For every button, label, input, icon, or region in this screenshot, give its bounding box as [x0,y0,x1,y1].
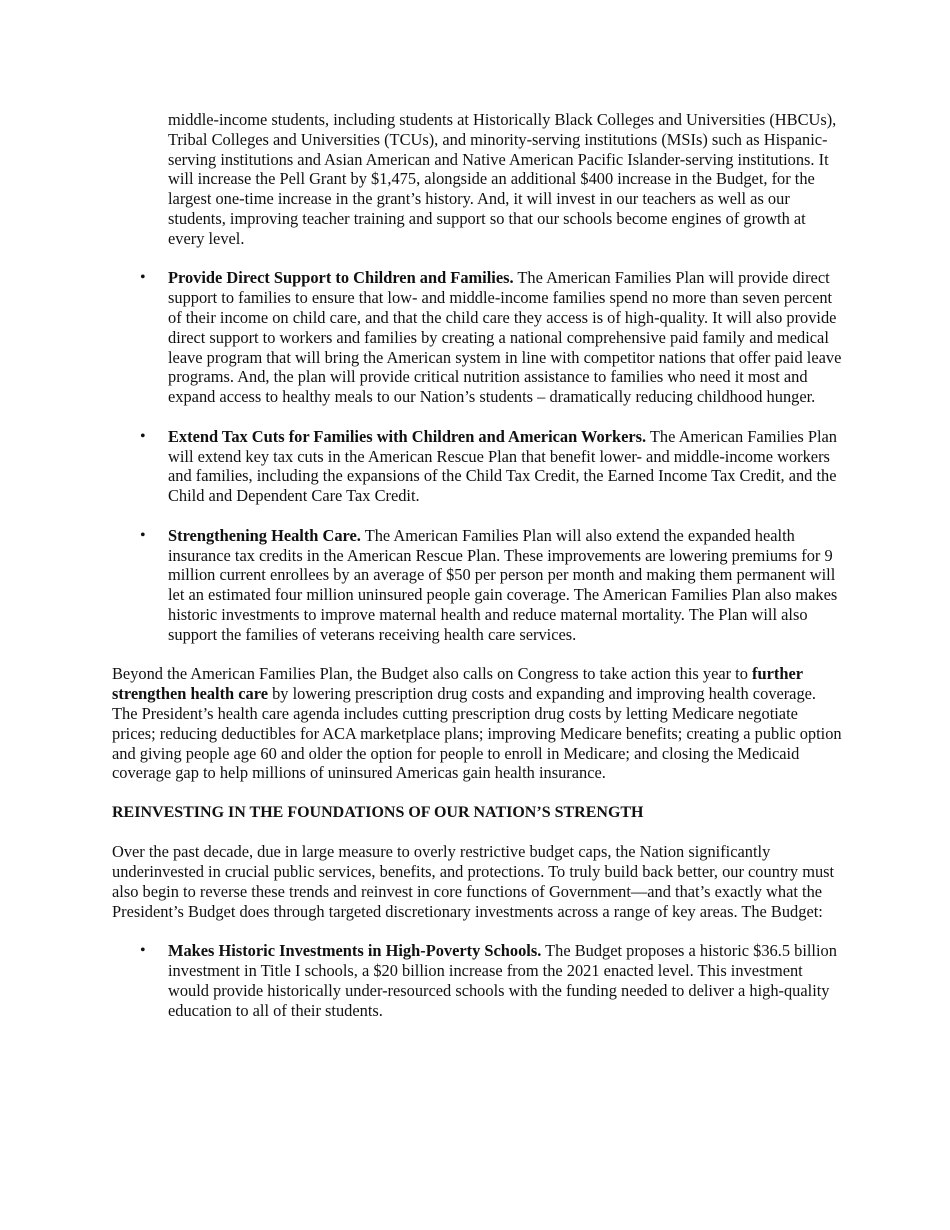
bullet-title: Extend Tax Cuts for Families with Children and American Workers. [168,426,647,446]
health-pre: Beyond the American Families Plan, the Budget also calls on Congress to take action this year to [112,664,753,684]
bullet-high-poverty-schools [112,941,842,1020]
section-heading: REINVESTING IN THE FOUNDATIONS OF OUR NATION’S STRENGTH [112,803,644,821]
bullet-text: The Budget proposes a historic $36.5 billion investment in Title I schools, a $20 billion increase from the 2021 enacted level. This investment would provide historically under-resourced schools with the funding needed to deliver a high-quality education to all of their students. [168,941,837,1020]
health-bold: further strengthen health care [112,664,803,704]
bullet-title: Provide Direct Support to Children and Families. [168,268,514,288]
bullet-marker: • [140,526,146,544]
health-post: by lowering prescription drug costs and expanding and improving health coverage. The President’s health care agenda includes cutting prescription drug costs by letting Medicare negotiate prices; reducing deductibles for ACA marketplace plans; improving Medicare benefits; creating a public option and giving people age 60 and older the option for people to enroll in Medicare; and closing the Medicaid coverage gap to help millions of uninsured Americas gain health insurance. [112,684,842,783]
bullet-marker: • [140,269,146,287]
bullet-marker: • [140,427,146,445]
bullet-title: Strengthening Health Care. [168,525,361,545]
reinvest-paragraph: Over the past decade, due in large measure to overly restrictive budget caps, the Nation significantly underinvested in crucial public services, benefits, and protections. To truly build back better, our country must also begin to reverse these trends and reinvest in core functions of Government—and that’s exactly what the President’s Budget does through targeted discretionary investments across a range of key areas. The Budget: [112,842,835,921]
continuation-paragraph: middle-income students, including students at Historically Black Colleges and Universities (HBCUs), Tribal Colleges and Universities (TCUs), and minority-serving institutions (MSIs) such as Hispanic-serving institutions and Asian American and Native American Pacific Islander-serving institutions. It will increase the Pell Grant by $1,475, alongside an additional $400 increase in the Budget, for the largest one-time increase in the grant’s history. And, it will invest in our teachers as well as our students, improving teacher training and support so that our schools become engines of growth at every level. [168,110,837,248]
health-care-paragraph [112,664,842,783]
bullet-direct-support [112,268,842,407]
bullet-text: The American Families Plan will provide direct support to families to ensure that low- and middle-income families spend no more than seven percent of their income on child care, and that the child care they access is of high-quality. It will also provide direct support to workers and families by creating a national comprehensive paid family and medical leave program that will bring the American system in line with competitor nations that offer paid leave programs. And, the plan will provide critical nutrition assistance to families who need it most and expand access to healthy meals to our Nation’s students – dramatically reducing childhood hunger. [168,268,842,407]
bullet-text: The American Families Plan will extend key tax cuts in the American Rescue Plan that benefit lower- and middle-income workers and families, including the expansions of the Child Tax Credit, the Earned Income Tax Credit, and the Child and Dependent Care Tax Credit. [168,426,837,506]
bullet-extend-tax-cuts [112,427,842,506]
bullet-health-care [112,526,842,645]
bullet-marker: • [140,942,146,960]
document-page [112,110,842,1021]
bullet-text: The American Families Plan will also extend the expanded health insurance tax credits in the American Rescue Plan. These improvements are lowering premiums for 9 million current enrollees by an average of $50 per person per month and making them permanent will let an estimated four million uninsured people gain coverage. The American Families Plan also makes historic investments to improve maternal health and reduce maternal mortality. The Plan will also support the families of veterans receiving health care services. [168,525,838,644]
bullet-title: Makes Historic Investments in High-Poverty Schools. [168,941,542,961]
